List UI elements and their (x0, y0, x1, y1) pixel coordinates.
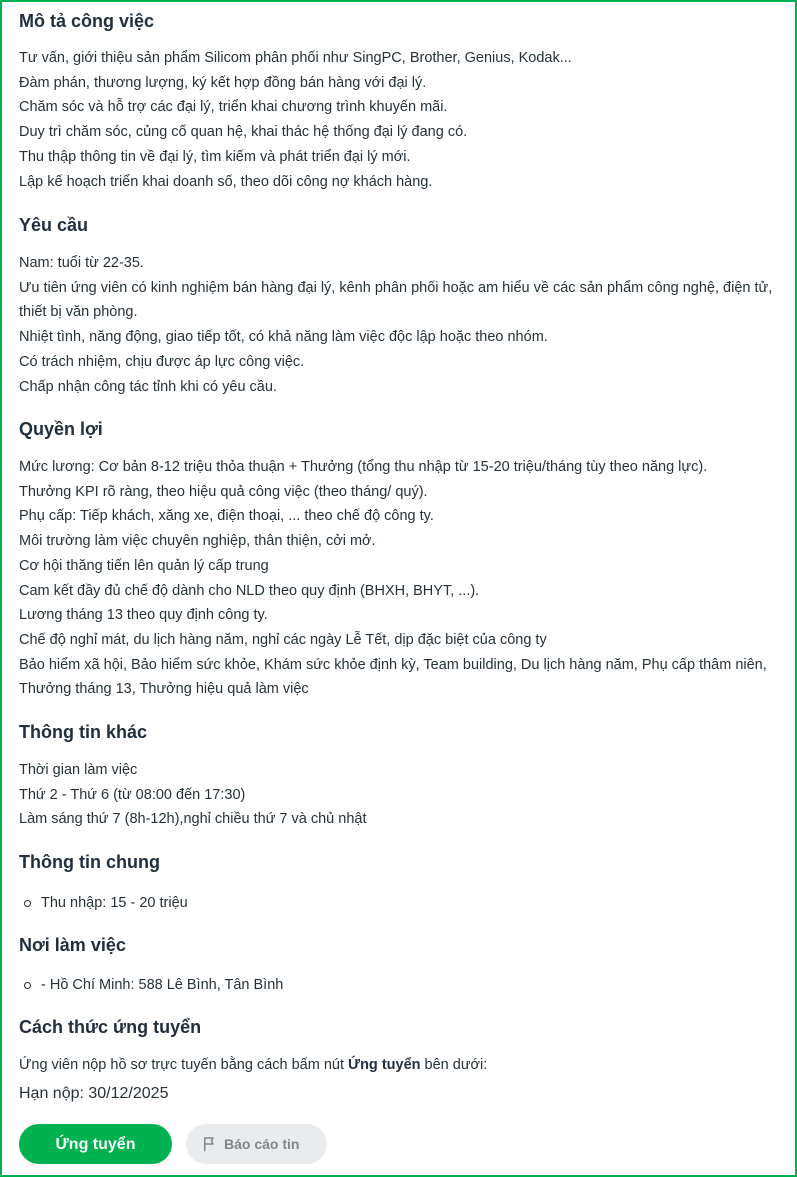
section-general-info (19, 850, 784, 915)
other-info-line: Thứ 2 - Thứ 6 (từ 08:00 đến 17:30) (19, 786, 246, 803)
other-info-line: Thời gian làm việc (19, 762, 138, 778)
workplace-item: - Hồ Chí Minh: 588 Lê Bình, Tân Bình (19, 973, 784, 997)
section-how-to-apply (19, 1015, 784, 1105)
requirement-line: Nhiệt tình, năng động, giao tiếp tốt, có khả năng làm việc độc lập hoặc theo nhóm. (19, 329, 548, 346)
deadline: Hạn nộp: 30/12/2025 (19, 1085, 169, 1102)
section-title-description: Mô tả công việc (19, 11, 155, 31)
requirement-line: Chấp nhận công tác tỉnh khi có yêu cầu. (19, 378, 277, 395)
benefit-line: Phụ cấp: Tiếp khách, xăng xe, điện thoại, ... theo chế độ công ty. (19, 508, 434, 525)
report-button-label: Báo cáo tin (224, 1136, 300, 1152)
section-title-requirements: Yêu cầu (19, 215, 89, 235)
apply-button[interactable]: Ứng tuyển (19, 1124, 172, 1164)
section-title-benefits: Quyền lợi (19, 419, 103, 439)
section-requirements (19, 213, 784, 399)
benefit-line: Mức lương: Cơ bản 8-12 triệu thỏa thuận + Thưởng (tổng thu nhập từ 15-20 triệu/tháng tùy theo năng lực). (19, 459, 708, 475)
description-line: Duy trì chăm sóc, củng cố quan hệ, khai thác hệ thống đại lý đang có. (19, 124, 468, 141)
report-button[interactable] (186, 1124, 327, 1164)
section-title-general-info: Thông tin chung (19, 852, 160, 872)
benefit-line: Cơ hội thăng tiến lên quản lý cấp trung (19, 557, 269, 574)
apply-instruction-text: Ứng viên nộp hồ sơ trực tuyến bằng cách bấm nút (19, 1057, 349, 1073)
section-other-info (19, 720, 784, 832)
benefit-line: Môi trường làm việc chuyên nghiệp, thân thiện, cởi mở. (19, 533, 376, 550)
section-title-how-to-apply: Cách thức ứng tuyển (19, 1017, 202, 1037)
benefit-line: Thưởng tháng 13, Thưởng hiệu quả làm việc (19, 681, 309, 698)
description-line: Thu thập thông tin về đại lý, tìm kiếm và phát triển đại lý mới. (19, 148, 411, 165)
benefit-line: Cam kết đầy đủ chế độ dành cho NLD theo quy định (BHXH, BHYT, ...). (19, 582, 480, 599)
section-workplace (19, 933, 784, 997)
section-benefits (19, 417, 784, 702)
description-line: Tư vấn, giới thiệu sản phẩm Silicom phân phối như SingPC, Brother, Genius, Kodak... (19, 50, 572, 66)
other-info-line: Làm sáng thứ 7 (8h-12h),nghỉ chiều thứ 7 và chủ nhật (19, 811, 367, 828)
benefit-line: Thưởng KPI rõ ràng, theo hiệu quả công việc (theo tháng/ quý). (19, 483, 428, 500)
section-description (19, 9, 784, 194)
flag-icon (201, 1135, 219, 1153)
general-info-item: Thu nhập: 15 - 20 triệu (19, 891, 784, 915)
apply-instruction-bold: Ứng tuyển (348, 1057, 421, 1073)
benefit-line: Chế độ nghỉ mát, du lịch hàng năm, nghỉ các ngày Lễ Tết, dịp đặc biệt của công ty (19, 631, 547, 648)
requirement-line: Ưu tiên ứng viên có kinh nghiệm bán hàng đại lý, kênh phân phối hoặc am hiểu về các sản phẩm công nghệ, điện tử, thiết bị văn phòng. (19, 279, 773, 321)
description-line: Chăm sóc và hỗ trợ các đại lý, triển khai chương trình khuyến mãi. (19, 99, 448, 116)
requirement-line: Có trách nhiệm, chịu được áp lực công việc. (19, 353, 305, 370)
apply-instruction (19, 1054, 784, 1076)
section-title-other-info: Thông tin khác (19, 722, 147, 742)
section-title-workplace: Nơi làm việc (19, 935, 126, 955)
description-line: Đàm phán, thương lượng, ký kết hợp đồng bán hàng với đại lý. (19, 74, 427, 91)
apply-instruction-tail: bên dưới: (420, 1057, 488, 1073)
description-line: Lập kế hoạch triển khai doanh số, theo dõi công nợ khách hàng. (19, 173, 433, 190)
requirement-line: Nam: tuổi từ 22-35. (19, 255, 144, 271)
benefit-line: Bảo hiểm xã hội, Bảo hiểm sức khỏe, Khám sức khỏe định kỳ, Team building, Du lịch hàng năm, Phụ cấp thâm niên, (19, 656, 767, 673)
benefit-line: Lương tháng 13 theo quy định công ty. (19, 607, 268, 624)
